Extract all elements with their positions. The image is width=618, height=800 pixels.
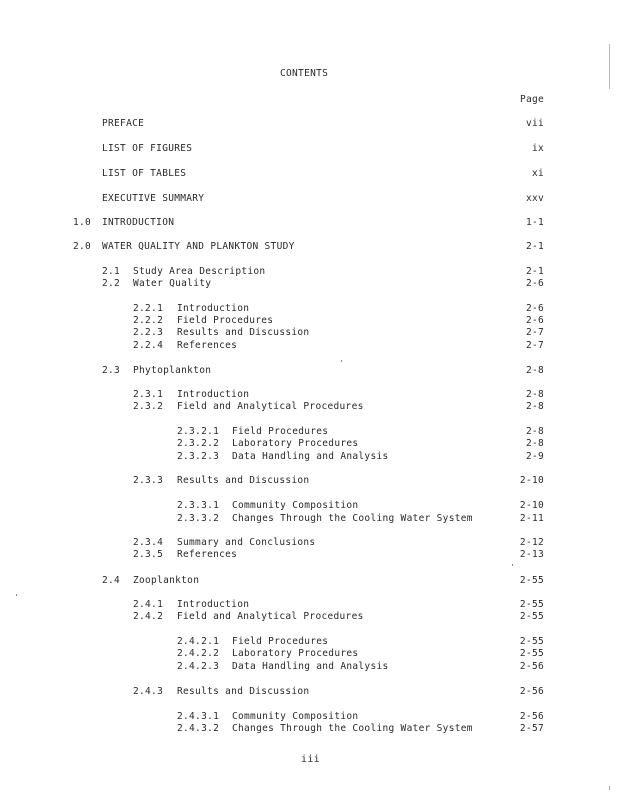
toc-entry-title: Changes Through the Cooling Water System <box>232 513 473 524</box>
toc-entry-number: 2.3.3.1 <box>177 500 220 511</box>
toc-entry-number: 2.3.2.1 <box>177 426 220 437</box>
toc-entry-title: Laboratory Procedures <box>232 648 359 659</box>
toc-entry-title: Results and Discussion <box>177 327 310 338</box>
toc-entry-number: 2.3 <box>102 365 121 376</box>
page-column-header: Page <box>520 94 545 105</box>
page-folio: iii <box>301 754 320 765</box>
toc-entry-number: 2.2.1 <box>133 303 164 314</box>
toc-entry-number: 2.0 <box>73 241 92 252</box>
scan-speck <box>609 786 610 790</box>
toc-entry-number: 2.2.3 <box>133 327 164 338</box>
scan-speck <box>341 360 342 362</box>
toc-entry-page: 2-55 <box>519 575 544 586</box>
toc-entry-title: Community Composition <box>232 500 359 511</box>
toc-entry-page: 2-10 <box>519 500 544 511</box>
toc-entry-number: 2.3.2.2 <box>177 438 220 449</box>
toc-entry-title: Introduction <box>177 599 250 610</box>
toc-entry-page: vii <box>525 118 544 129</box>
toc-entry-title: Field Procedures <box>177 315 274 326</box>
toc-entry-page: 2-6 <box>525 303 544 314</box>
toc-entry-page: 2-7 <box>525 327 544 338</box>
toc-entry-title: Study Area Description <box>133 266 266 277</box>
toc-entry-page: 2-56 <box>519 661 544 672</box>
toc-entry-page: 2-8 <box>525 401 544 412</box>
toc-entry-page: 2-6 <box>525 278 544 289</box>
toc-entry-page: 2-1 <box>525 241 544 252</box>
toc-entry-title: Field Procedures <box>232 636 329 647</box>
toc-entry-title: Summary and Conclusions <box>177 537 316 548</box>
toc-entry-title: Results and Discussion <box>177 686 310 697</box>
toc-entry-number: 2.4.1 <box>133 599 164 610</box>
toc-entry-title: Field and Analytical Procedures <box>177 401 364 412</box>
toc-entry-number: 2.4.2.2 <box>177 648 220 659</box>
toc-entry-title: LIST OF TABLES <box>102 168 187 179</box>
toc-entry-page: 2-8 <box>525 365 544 376</box>
toc-entry-title: Results and Discussion <box>177 475 310 486</box>
toc-entry-page: 2-56 <box>519 686 544 697</box>
toc-entry-title: INTRODUCTION <box>102 217 175 228</box>
toc-entry-page: 1-1 <box>525 217 544 228</box>
toc-entry-title: Data Handling and Analysis <box>232 451 389 462</box>
toc-entry-number: 2.4.2 <box>133 611 164 622</box>
toc-entry-title: References <box>177 340 238 351</box>
toc-entry-title: Changes Through the Cooling Water System <box>232 723 473 734</box>
toc-entry-page: 2-9 <box>525 451 544 462</box>
toc-entry-number: 2.4.3.2 <box>177 723 220 734</box>
toc-entry-page: 2-55 <box>519 636 544 647</box>
toc-entry-page: 2-55 <box>519 599 544 610</box>
toc-entry-page: xxv <box>525 193 544 204</box>
toc-entry-page: 2-8 <box>525 389 544 400</box>
toc-entry-title: Community Composition <box>232 711 359 722</box>
scan-edge-mark <box>609 44 610 89</box>
toc-entry-page: 2-55 <box>519 648 544 659</box>
toc-entry-number: 2.3.2.3 <box>177 451 220 462</box>
toc-entry-title: LIST OF FIGURES <box>102 143 193 154</box>
toc-entry-number: 2.4.3.1 <box>177 711 220 722</box>
toc-entry-title: Introduction <box>177 303 250 314</box>
page-title: CONTENTS <box>280 68 329 79</box>
toc-entry-number: 2.1 <box>102 266 121 277</box>
toc-entry-page: 2-56 <box>519 711 544 722</box>
toc-entry-number: 2.2.4 <box>133 340 164 351</box>
scan-speck <box>512 564 513 566</box>
toc-entry-page: ix <box>531 143 544 154</box>
toc-entry-page: 2-8 <box>525 426 544 437</box>
toc-entry-title: Phytoplankton <box>133 365 212 376</box>
toc-entry-page: 2-12 <box>519 537 544 548</box>
toc-entry-page: 2-1 <box>525 266 544 277</box>
toc-entry-number: 2.3.1 <box>133 389 164 400</box>
toc-entry-title: References <box>177 549 238 560</box>
scan-speck <box>16 594 17 596</box>
toc-entry-title: Introduction <box>177 389 250 400</box>
toc-entry-page: 2-57 <box>519 723 544 734</box>
toc-entry-page: 2-55 <box>519 611 544 622</box>
toc-entry-number: 2.3.3.2 <box>177 513 220 524</box>
toc-entry-title: PREFACE <box>102 118 145 129</box>
toc-entry-number: 2.2.2 <box>133 315 164 326</box>
toc-entry-number: 2.3.2 <box>133 401 164 412</box>
toc-entry-number: 2.3.3 <box>133 475 164 486</box>
toc-entry-number: 2.4.3 <box>133 686 164 697</box>
toc-entry-page: 2-13 <box>519 549 544 560</box>
toc-entry-number: 2.4 <box>102 575 121 586</box>
toc-entry-page: xi <box>531 168 544 179</box>
toc-entry-page: 2-8 <box>525 438 544 449</box>
toc-entry-page: 2-10 <box>519 475 544 486</box>
toc-entry-title: Field Procedures <box>232 426 329 437</box>
toc-entry-number: 2.3.4 <box>133 537 164 548</box>
toc-entry-title: EXECUTIVE SUMMARY <box>102 193 205 204</box>
toc-entry-page: 2-6 <box>525 315 544 326</box>
toc-entry-page: 2-11 <box>519 513 544 524</box>
toc-entry-title: WATER QUALITY AND PLANKTON STUDY <box>102 241 295 252</box>
toc-entry-title: Field and Analytical Procedures <box>177 611 364 622</box>
toc-entry-title: Zooplankton <box>133 575 200 586</box>
toc-entry-number: 2.4.2.1 <box>177 636 220 647</box>
toc-entry-number: 1.0 <box>73 217 92 228</box>
toc-entry-number: 2.3.5 <box>133 549 164 560</box>
toc-entry-title: Water Quality <box>133 278 212 289</box>
toc-entry-title: Laboratory Procedures <box>232 438 359 449</box>
toc-entry-number: 2.4.2.3 <box>177 661 220 672</box>
toc-entry-number: 2.2 <box>102 278 121 289</box>
toc-entry-title: Data Handling and Analysis <box>232 661 389 672</box>
toc-entry-page: 2-7 <box>525 340 544 351</box>
